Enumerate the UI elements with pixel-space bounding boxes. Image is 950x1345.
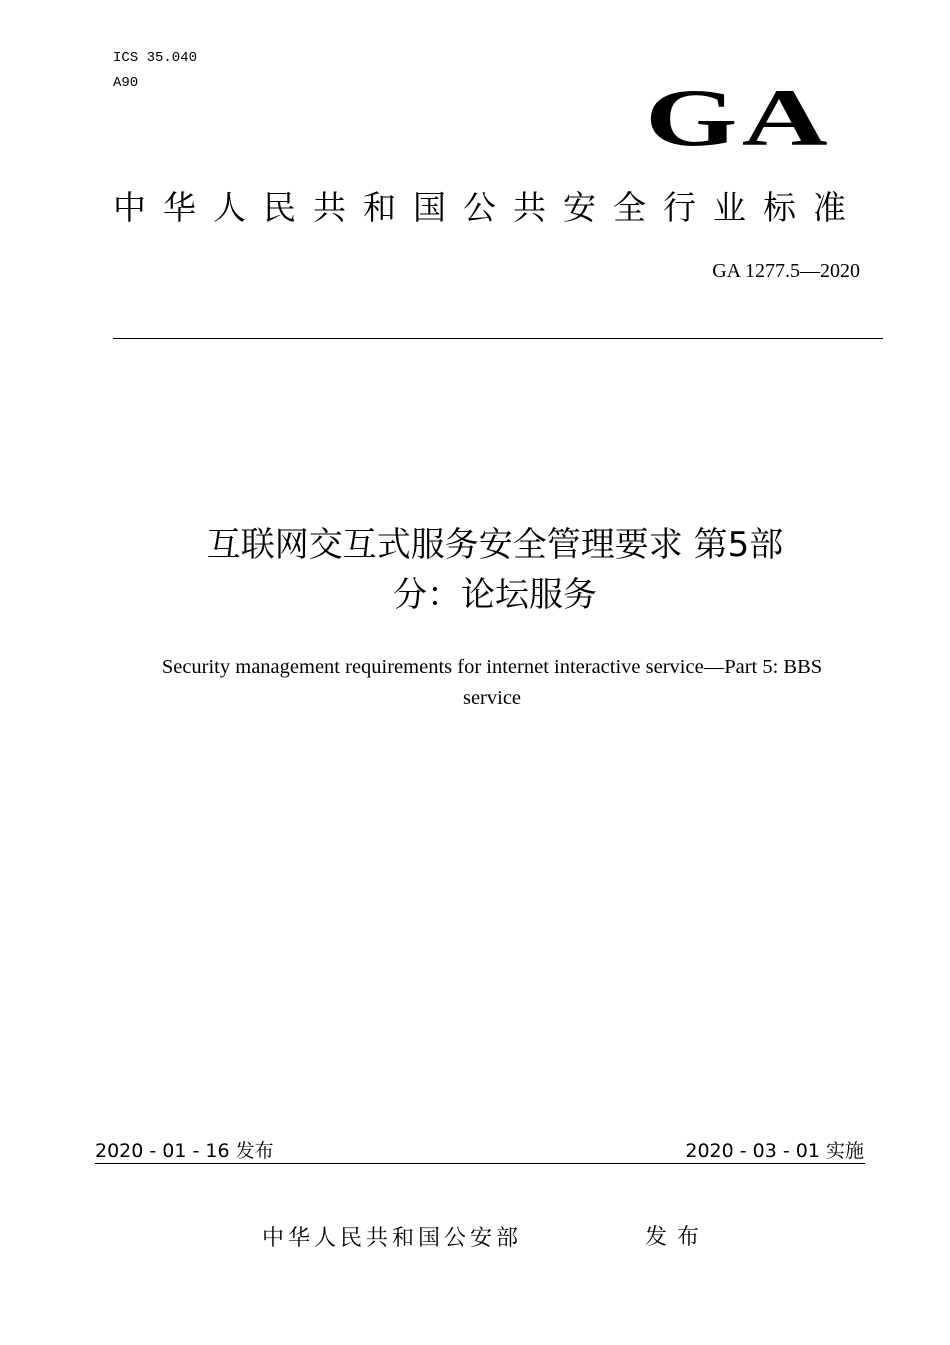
- standard-category-title: 中华人民共和国公共安全行业标准: [113, 188, 863, 227]
- english-title-line-1: Security management requirements for internet interactive service—Part 5: BBS: [161, 656, 823, 678]
- issue-action: 发布: [645, 1225, 710, 1250]
- ccs-code: A90: [113, 75, 139, 91]
- implementation-date: 2020 - 03 - 01 实施: [685, 1140, 864, 1162]
- footer-divider: [95, 1163, 865, 1164]
- chinese-title: [100, 520, 890, 620]
- header-divider: [113, 338, 883, 339]
- english-title: [110, 652, 874, 714]
- standard-number: GA 1277.5—2020: [712, 260, 860, 282]
- chinese-title-line-1: 互联网交互式服务安全管理要求 第5部: [206, 525, 784, 565]
- issue-date: 2020 - 01 - 16 发布: [95, 1140, 274, 1162]
- ics-code: ICS 35.040: [113, 50, 198, 66]
- ga-logo: GA: [644, 72, 832, 163]
- english-title-line-2: service: [462, 687, 522, 709]
- chinese-title-line-2: 分：论坛服务: [393, 575, 597, 615]
- issuing-authority: 中华人民共和国公安部: [262, 1226, 523, 1251]
